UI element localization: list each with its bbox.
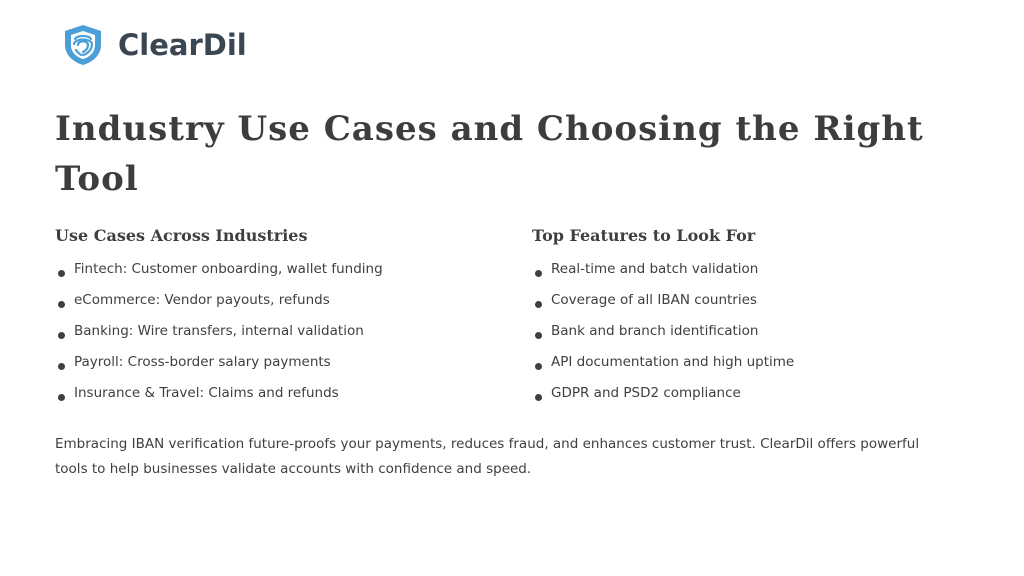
list-item-text: Insurance & Travel: Claims and refunds — [74, 385, 339, 401]
list-item — [532, 285, 972, 316]
bullet-icon — [535, 394, 542, 401]
list-item — [532, 347, 972, 378]
use-cases-heading: Use Cases Across Industries — [55, 226, 308, 245]
use-cases-section — [55, 224, 495, 409]
list-item — [55, 378, 495, 409]
bullet-icon — [58, 301, 65, 308]
page-title: Industry Use Cases and Choosing the Right Tool — [55, 109, 924, 199]
bullet-icon — [535, 332, 542, 339]
list-item-text: Real-time and batch validation — [551, 261, 759, 277]
bullet-icon — [58, 270, 65, 277]
list-item — [55, 347, 495, 378]
bullet-icon — [58, 363, 65, 370]
list-item-text: eCommerce: Vendor payouts, refunds — [74, 292, 330, 308]
list-item — [55, 316, 495, 347]
list-item-text: Coverage of all IBAN countries — [551, 292, 757, 308]
list-item-text: Fintech: Customer onboarding, wallet funding — [74, 261, 383, 277]
list-item-text: Payroll: Cross-border salary payments — [74, 354, 331, 370]
bullet-icon — [58, 332, 65, 339]
summary-paragraph: Embracing IBAN verification future-proofs your payments, reduces fraud, and enhances customer trust. ClearDil offers powerful tools to help businesses validate accounts with confidence and speed. — [55, 436, 920, 477]
features-heading: Top Features to Look For — [532, 226, 756, 245]
brand-name: ClearDil — [118, 28, 247, 62]
list-item-text: Banking: Wire transfers, internal validation — [74, 323, 364, 339]
bullet-icon — [535, 301, 542, 308]
list-item — [532, 378, 972, 409]
list-item-text: GDPR and PSD2 compliance — [551, 385, 741, 401]
list-item — [532, 316, 972, 347]
bullet-icon — [58, 394, 65, 401]
cleardil-logo — [62, 22, 247, 68]
list-item-text: API documentation and high uptime — [551, 354, 795, 370]
use-cases-list — [55, 254, 495, 409]
list-item — [55, 254, 495, 285]
list-item — [532, 254, 972, 285]
list-item-text: Bank and branch identification — [551, 323, 759, 339]
bullet-icon — [535, 270, 542, 277]
features-list — [532, 254, 972, 409]
shield-fingerprint-icon — [62, 23, 104, 67]
bullet-icon — [535, 363, 542, 370]
list-item — [55, 285, 495, 316]
features-section — [532, 224, 972, 409]
